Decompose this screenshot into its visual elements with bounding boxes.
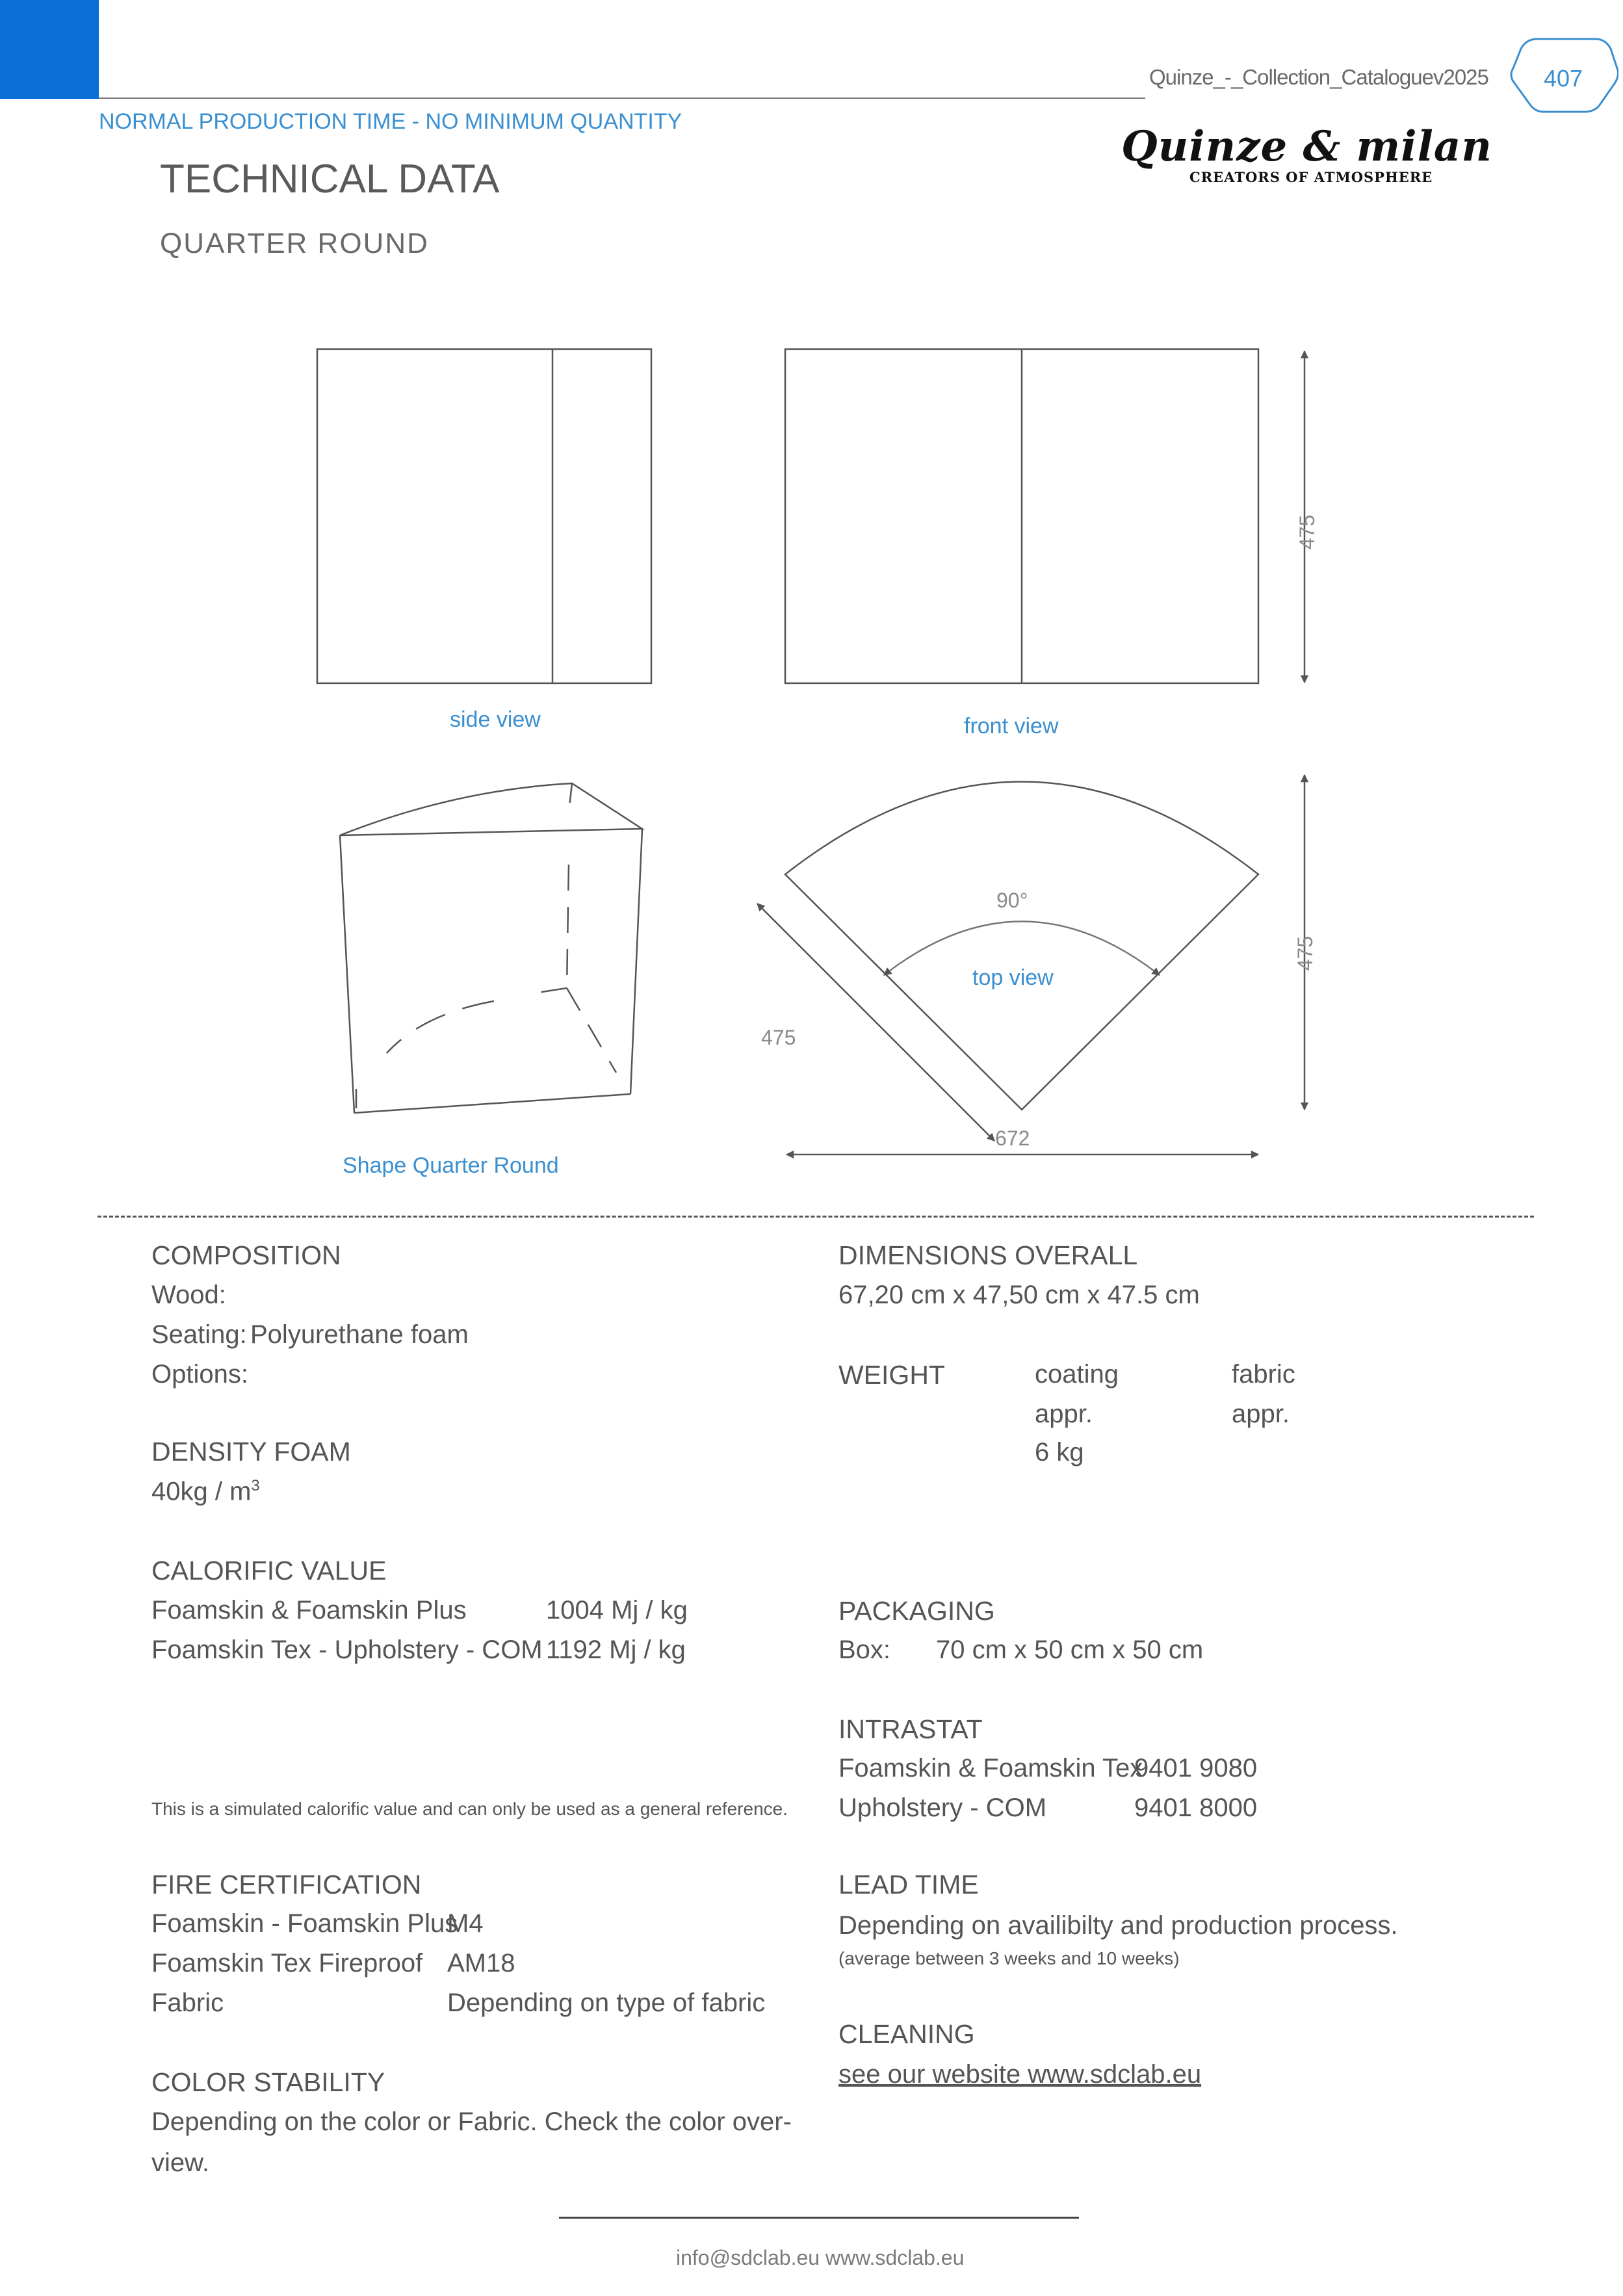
weight-fabric-label: fabric: [1232, 1360, 1295, 1389]
weight-coating-value: 6 kg: [1035, 1438, 1084, 1467]
fire-heading: FIRE CERTIFICATION: [151, 1870, 422, 1899]
quarter-round-shape-drawing: [340, 783, 642, 1113]
density-heading: DENSITY FOAM: [151, 1437, 351, 1467]
weight-fabric-appr: appr.: [1232, 1400, 1290, 1428]
intrastat-row-label: Upholstery - COM: [838, 1794, 1047, 1822]
calorific-row-value: 1192 Mj / kg: [546, 1636, 686, 1664]
composition-options-label: Options:: [151, 1360, 248, 1389]
fire-row-value: M4: [447, 1909, 484, 1938]
product-name: QUARTER ROUND: [160, 228, 429, 259]
calorific-row-label: Foamskin & Foamskin Plus: [151, 1596, 467, 1624]
section-divider: [97, 1216, 1534, 1218]
intrastat-row-label: Foamskin & Foamskin Tex: [838, 1754, 1143, 1782]
composition-seating-value: Polyurethane foam: [250, 1320, 469, 1349]
dimensions-value: 67,20 cm x 47,50 cm x 47.5 cm: [838, 1281, 1200, 1309]
fire-row-label: Foamskin Tex Fireproof: [151, 1949, 423, 1977]
page-number: 407: [1543, 65, 1583, 92]
shape-label: Shape Quarter Round: [343, 1153, 559, 1178]
weight-coating-appr: appr.: [1035, 1400, 1093, 1428]
density-unit-exponent: 3: [251, 1477, 260, 1494]
calorific-row-label: Foamskin Tex - Upholstery - COM: [151, 1636, 543, 1664]
brand-logo: Quinze & milan: [1121, 122, 1492, 171]
weight-heading: WEIGHT: [838, 1360, 945, 1390]
calorific-row-value: 1004 Mj / kg: [546, 1596, 688, 1624]
dimensions-heading: DIMENSIONS OVERALL: [838, 1240, 1138, 1270]
calorific-note: This is a simulated calorific value and can only be used as a general reference.: [151, 1799, 788, 1819]
fire-row-label: Foamskin - Foamskin Plus: [151, 1909, 458, 1938]
front-view-drawing: [785, 349, 1258, 683]
brand-tagline: CREATORS OF ATMOSPHERE: [1189, 169, 1433, 185]
composition-wood-label: Wood:: [151, 1281, 226, 1309]
top-view-label: top view: [972, 965, 1054, 990]
top-side-dimension-line: [757, 904, 994, 1141]
packaging-heading: PACKAGING: [838, 1596, 995, 1626]
lead-time-heading: LEAD TIME: [838, 1870, 979, 1899]
top-depth-value: 475: [1293, 935, 1318, 971]
packaging-label: Box:: [838, 1636, 891, 1664]
color-stability-text: Depending on the color or Fabric. Check the color over-: [151, 2107, 792, 2136]
color-stability-heading: COLOR STABILITY: [151, 2067, 385, 2097]
weight-coating-label: coating: [1035, 1360, 1119, 1389]
composition-heading: COMPOSITION: [151, 1240, 341, 1270]
top-width-value: 672: [995, 1127, 1030, 1150]
top-view-drawing: [785, 782, 1258, 1110]
fire-row-value: AM18: [447, 1949, 515, 1977]
intrastat-heading: INTRASTAT: [838, 1714, 983, 1744]
top-side-value: 475: [761, 1026, 796, 1049]
calorific-heading: CALORIFIC VALUE: [151, 1556, 387, 1585]
footer-rule: [559, 2217, 1079, 2219]
lead-time-value: Depending on availibilty and production process.: [838, 1911, 1398, 1940]
intrastat-row-value: 9401 9080: [1134, 1754, 1258, 1782]
density-value: $40kg / m^3$: [151, 1477, 260, 1506]
cleaning-heading: CLEANING: [838, 2019, 975, 2049]
production-note: NORMAL PRODUCTION TIME - NO MINIMUM QUANTITY: [99, 109, 682, 134]
side-view-label: side view: [450, 707, 541, 732]
fire-row-label: Fabric: [151, 1989, 224, 2017]
fire-row-value: Depending on type of fabric: [447, 1989, 766, 2017]
packaging-value: 70 cm x 50 cm x 50 cm: [936, 1636, 1204, 1664]
catalog-name: Quinze_-_Collection_Cataloguev2025: [1149, 65, 1488, 89]
cleaning-website-link[interactable]: see our website www.sdclab.eu: [838, 2060, 1202, 2089]
front-view-label: front view: [964, 714, 1059, 738]
page-title: TECHNICAL DATA: [160, 157, 500, 202]
front-height-value: 475: [1295, 514, 1319, 550]
footer-contact: info@sdclab.eu www.sdclab.eu: [676, 2246, 965, 2269]
side-view-drawing: [317, 349, 651, 683]
composition-seating-label: Seating:: [151, 1320, 247, 1349]
intrastat-row-value: 9401 8000: [1134, 1794, 1258, 1822]
lead-time-note: (average between 3 weeks and 10 weeks): [838, 1948, 1180, 1968]
color-stability-text-cont: view.: [151, 2148, 209, 2177]
top-angle-value: 90°: [996, 889, 1028, 912]
